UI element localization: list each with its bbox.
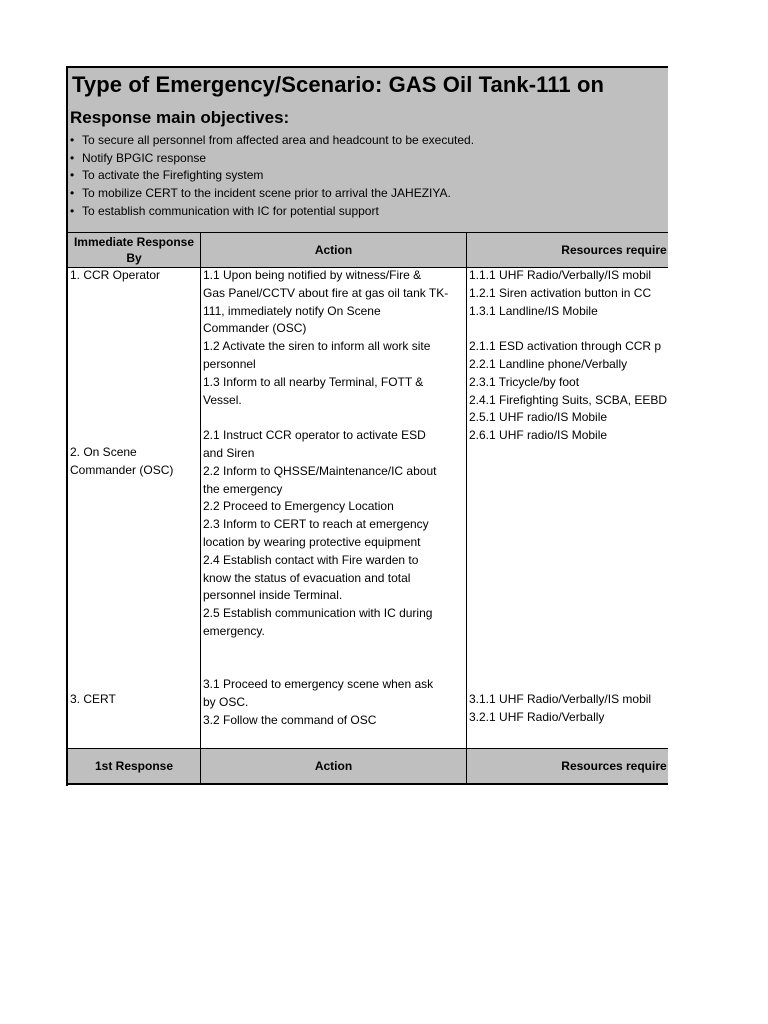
resource-line: 2.5.1 UHF radio/IS Mobile	[469, 410, 608, 425]
resource-line: 3.1.1 UHF Radio/Verbally/IS mobil	[469, 692, 652, 706]
action-line: 2.3 Inform to CERT to reach at emergency	[203, 517, 429, 532]
footer-action: Action	[201, 749, 466, 783]
resource-line: 2.4.1 Firefighting Suits, SCBA, EEBD	[469, 392, 668, 407]
action-line: 2.2 Proceed to Emergency Location	[203, 499, 394, 514]
responder-cert: 3. CERT	[70, 692, 116, 706]
objectives-box	[68, 104, 668, 234]
action-line: personnel inside Terminal.	[203, 588, 343, 603]
action-line: by OSC.	[203, 695, 249, 710]
action-line: and Siren	[203, 445, 255, 460]
action-line: 2.2 Inform to QHSSE/Maintenance/IC about	[203, 463, 437, 478]
header-immediate-response: Immediate Response By	[68, 233, 200, 267]
resource-line: 3.2.1 UHF Radio/Verbally	[469, 709, 605, 724]
footer-resources: Resources require	[467, 749, 668, 783]
action-line: 3.1 Proceed to emergency scene when ask	[203, 677, 434, 692]
action-line: Gas Panel/CCTV about fire at gas oil tank TK-	[203, 285, 449, 300]
column-divider	[200, 233, 201, 784]
cert-resources-list	[469, 691, 651, 727]
objectives-heading: Response main objectives:	[70, 108, 290, 127]
action-line: 1.3 Inform to all nearby Terminal, FOTT &	[203, 374, 424, 389]
action-line: 111, immediately notify On Scene	[203, 303, 381, 318]
resource-line	[469, 320, 667, 338]
scenario-title: Type of Emergency/Scenario: GAS Oil Tank-111 on	[72, 72, 605, 97]
action-line	[203, 659, 448, 677]
action-line: 1.2 Activate the siren to inform all work site	[203, 339, 431, 354]
header-resources: Resources require	[467, 233, 668, 267]
objectives-list	[70, 132, 474, 220]
footer-bottom-rule	[68, 783, 668, 785]
column-divider	[466, 233, 467, 784]
emergency-response-sheet	[66, 66, 668, 786]
action-line: 3.2 Follow the command of OSC	[203, 712, 377, 727]
action-line: emergency.	[203, 623, 265, 638]
resource-line: 2.6.1 UHF radio/IS Mobile	[469, 428, 608, 443]
action-line: personnel	[203, 356, 256, 371]
objective-item: • To mobilize CERT to the incident scene prior to arrival the JAHEZIYA.	[70, 185, 474, 203]
title-bar	[68, 68, 668, 105]
action-line	[203, 641, 448, 659]
action-line: know the status of evacuation and total	[203, 570, 411, 585]
action-line: Vessel.	[203, 392, 242, 407]
action-line: 2.5 Establish communication with IC during	[203, 606, 433, 621]
resource-line: 1.3.1 Landline/IS Mobile	[469, 303, 598, 318]
footer-first-response: 1st Response	[68, 749, 200, 783]
bullet-icon: •	[70, 203, 75, 218]
header-action: Action	[201, 233, 466, 267]
action-line: 2.4 Establish contact with Fire warden to	[203, 552, 419, 567]
resource-line: 1.1.1 UHF Radio/Verbally/IS mobil	[469, 268, 652, 282]
bullet-icon: •	[70, 133, 75, 147]
responder-osc: 2. On Scene Commander (OSC)	[70, 445, 174, 477]
action-line: location by wearing protective equipment	[203, 534, 421, 549]
objective-item: • To activate the Firefighting system	[70, 167, 474, 185]
bullet-icon: •	[70, 168, 75, 183]
resource-line: 2.2.1 Landline phone/Verbally	[469, 356, 628, 371]
action-line: Commander (OSC)	[203, 321, 307, 336]
action-line	[203, 409, 448, 427]
objective-item: • To secure all personnel from affected area and headcount to be executed.	[70, 132, 474, 150]
action-line: 1.1 Upon being notified by witness/Fire &	[203, 268, 422, 282]
objective-item: • To establish communication with IC for potential support	[70, 203, 474, 221]
action-line: 2.1 Instruct CCR operator to activate ESD	[203, 428, 426, 443]
resource-line: 1.2.1 Siren activation button in CC	[469, 285, 652, 300]
responder-ccr-operator: 1. CCR Operator	[70, 268, 161, 282]
bullet-icon: •	[70, 186, 75, 201]
bullet-icon: •	[70, 150, 75, 165]
resource-line: 2.1.1 ESD activation through CCR p	[469, 339, 662, 354]
objective-item: • Notify BPGIC response	[70, 150, 474, 168]
action-list	[203, 267, 448, 730]
resources-list	[469, 267, 667, 445]
resource-line: 2.3.1 Tricycle/by foot	[469, 374, 580, 389]
action-line: the emergency	[203, 481, 283, 496]
